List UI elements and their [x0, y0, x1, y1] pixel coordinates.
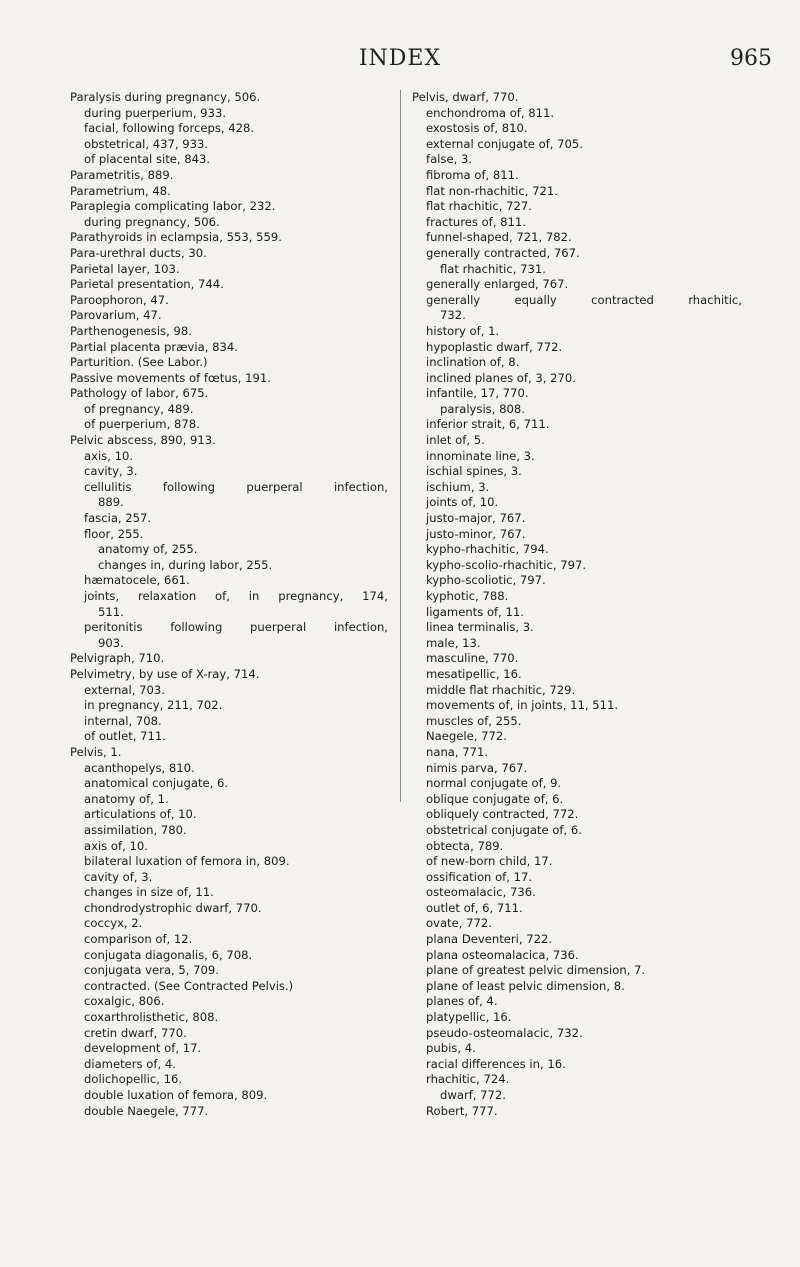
- index-entry: assimilation, 780.: [84, 822, 187, 837]
- index-entry: obstetrical, 437, 933.: [84, 136, 209, 151]
- index-entry: of puerperium, 878.: [84, 417, 200, 432]
- index-entry: plane of least pelvic dimension, 8.: [426, 978, 625, 993]
- index-entry: Pelvis, dwarf, 770.: [412, 90, 519, 104]
- index-entry: 903.: [98, 635, 124, 650]
- index-entry: kypho-scolio-rhachitic, 797.: [426, 557, 587, 572]
- index-entry: bilateral luxation of femora in, 809.: [84, 854, 290, 869]
- index-entry: axis of, 10.: [84, 838, 148, 853]
- index-entry: platypellic, 16.: [426, 1010, 512, 1025]
- index-entry: planes of, 4.: [426, 994, 498, 1009]
- index-entry: funnel-shaped, 721, 782.: [426, 230, 572, 245]
- index-entry: Parietal presentation, 744.: [70, 277, 224, 292]
- index-entry: outlet of, 6, 711.: [426, 900, 523, 915]
- index-entry: infantile, 17, 770.: [426, 386, 529, 401]
- index-entry: kypho-rhachitic, 794.: [426, 542, 549, 557]
- index-entry: paralysis, 808.: [440, 401, 525, 416]
- column-divider: [400, 90, 401, 802]
- index-entry: 511.: [98, 604, 124, 619]
- index-entry: Parthenogenesis, 98.: [70, 323, 192, 338]
- index-entry: Para-urethral ducts, 30.: [70, 245, 207, 260]
- index-entry: changes in, during labor, 255.: [98, 557, 273, 572]
- index-entry: obstetrical conjugate of, 6.: [426, 822, 582, 837]
- index-entry: Parametritis, 889.: [70, 167, 174, 182]
- index-entry: movements of, in joints, 11, 511.: [426, 698, 619, 713]
- index-entry: comparison of, 12.: [84, 932, 193, 947]
- index-entry: generally contracted, 767.: [426, 245, 580, 260]
- index-entry: dwarf, 772.: [440, 1088, 506, 1102]
- index-entry: fibroma of, 811.: [426, 167, 519, 182]
- index-entry: of outlet, 711.: [84, 729, 166, 744]
- index-entry: external, 703.: [84, 682, 165, 697]
- index-entry: anatomy of, 1.: [84, 791, 169, 806]
- index-entry: obtecta, 789.: [426, 838, 504, 853]
- index-entry: Pelvimetry, by use of X-ray, 714.: [70, 666, 260, 681]
- index-entry: chondrodystrophic dwarf, 770.: [84, 900, 262, 915]
- index-entry: Paralysis during pregnancy, 506.: [70, 90, 261, 104]
- index-entry: Parovarium, 47.: [70, 308, 162, 323]
- index-entry: Parturition. (See Labor.): [70, 355, 208, 370]
- index-entry: inclination of, 8.: [426, 355, 520, 370]
- index-entry: exostosis of, 810.: [426, 121, 528, 136]
- index-entry: obliquely contracted, 772.: [426, 807, 579, 822]
- index-entry: fascia, 257.: [84, 511, 152, 526]
- index-entry: peritonitis following puerperal infection,: [84, 620, 388, 635]
- index-entry: Naegele, 772.: [426, 729, 507, 744]
- index-entry: Pelvis, 1.: [70, 744, 122, 759]
- index-entry: Paroophoron, 47.: [70, 292, 169, 307]
- index-entry: double Naegele, 777.: [84, 1103, 209, 1118]
- index-entry: articulations of, 10.: [84, 807, 197, 822]
- index-entry: justo-major, 767.: [426, 511, 526, 526]
- index-entry: internal, 708.: [84, 713, 162, 728]
- index-entry: development of, 17.: [84, 1041, 202, 1056]
- index-entry: joints, relaxation of, in pregnancy, 174,: [84, 589, 388, 603]
- index-entry: coccyx, 2.: [84, 916, 143, 931]
- index-entry: ischial spines, 3.: [426, 464, 522, 479]
- index-entry: Parathyroids in eclampsia, 553, 559.: [70, 230, 282, 245]
- page-title: INDEX: [358, 46, 442, 71]
- index-entry: kypho-scoliotic, 797.: [426, 573, 546, 588]
- index-entry: cretin dwarf, 770.: [84, 1025, 187, 1040]
- index-entry: floor, 255.: [84, 526, 144, 541]
- index-entry: inlet of, 5.: [426, 433, 485, 448]
- index-entry: male, 13.: [426, 635, 481, 650]
- index-entry: ossification of, 17.: [426, 869, 533, 884]
- index-entry: ischium, 3.: [426, 479, 490, 494]
- index-entry: contracted. (See Contracted Pelvis.): [84, 978, 294, 993]
- index-entry: enchondroma of, 811.: [426, 105, 555, 120]
- index-entry: history of, 1.: [426, 323, 500, 338]
- index-entry: flat non-rhachitic, 721.: [426, 183, 558, 198]
- index-entry: ligaments of, 11.: [426, 604, 524, 619]
- index-entry: in pregnancy, 211, 702.: [84, 698, 223, 713]
- index-entry: Robert, 777.: [426, 1103, 498, 1118]
- index-column-right: [412, 90, 742, 1119]
- index-entry: Parametrium, 48.: [70, 183, 171, 198]
- index-entry: conjugata vera, 5, 709.: [84, 963, 219, 978]
- index-entry: Parietal layer, 103.: [70, 261, 180, 276]
- index-entry: of new-born child, 17.: [426, 854, 553, 869]
- index-entry: coxalgic, 806.: [84, 994, 165, 1009]
- index-entry: cavity of, 3.: [84, 869, 153, 884]
- index-entry: 732.: [440, 308, 466, 323]
- index-entry: muscles of, 255.: [426, 713, 522, 728]
- index-entry: external conjugate of, 705.: [426, 136, 583, 151]
- index-entry: Passive movements of fœtus, 191.: [70, 370, 271, 385]
- index-entry: inclined planes of, 3, 270.: [426, 370, 576, 385]
- index-entry: joints of, 10.: [426, 495, 499, 510]
- index-entry: flat rhachitic, 727.: [426, 199, 532, 214]
- index-entry: Partial placenta prævia, 834.: [70, 339, 238, 354]
- index-entry: flat rhachitic, 731.: [440, 261, 546, 276]
- index-entry: Paraplegia complicating labor, 232.: [70, 199, 276, 214]
- index-entry: conjugata diagonalis, 6, 708.: [84, 947, 253, 962]
- index-entry: Pathology of labor, 675.: [70, 386, 209, 401]
- index-entry: axis, 10.: [84, 448, 134, 463]
- index-entry: diameters of, 4.: [84, 1056, 176, 1071]
- index-entry: racial differences in, 16.: [426, 1056, 566, 1071]
- index-entry: plana osteomalacica, 736.: [426, 947, 579, 962]
- index-entry: nana, 771.: [426, 744, 489, 759]
- index-entry: mesatipellic, 16.: [426, 666, 522, 681]
- index-entry: generally enlarged, 767.: [426, 277, 569, 292]
- index-entry: 889.: [98, 495, 124, 510]
- index-column-left: [70, 90, 388, 1119]
- index-entry: normal conjugate of, 9.: [426, 776, 562, 791]
- index-entry: Pelvigraph, 710.: [70, 651, 165, 666]
- page-number: 965: [730, 46, 772, 71]
- index-entry: pseudo-osteomalacic, 732.: [426, 1025, 583, 1040]
- index-entry: fractures of, 811.: [426, 214, 526, 229]
- index-entry: inferior strait, 6, 711.: [426, 417, 550, 432]
- index-entry: cavity, 3.: [84, 464, 138, 479]
- index-entry: acanthopelys, 810.: [84, 760, 195, 775]
- index-entry: linea terminalis, 3.: [426, 620, 534, 635]
- index-entry: coxarthrolisthetic, 808.: [84, 1010, 219, 1025]
- index-entry: generally equally contracted rhachitic,: [426, 292, 742, 307]
- index-entry: middle flat rhachitic, 729.: [426, 682, 576, 697]
- index-entry: masculine, 770.: [426, 651, 519, 666]
- index-entry: nimis parva, 767.: [426, 760, 528, 775]
- index-entry: hæmatocele, 661.: [84, 573, 190, 588]
- index-entry: innominate line, 3.: [426, 448, 535, 463]
- index-entry: changes in size of, 11.: [84, 885, 214, 900]
- index-entry: of pregnancy, 489.: [84, 401, 194, 416]
- index-entry: Pelvic abscess, 890, 913.: [70, 433, 216, 448]
- index-entry: hypoplastic dwarf, 772.: [426, 339, 563, 354]
- index-entry: dolichopellic, 16.: [84, 1072, 183, 1087]
- index-entry: plana Deventeri, 722.: [426, 932, 553, 947]
- index-entry: osteomalacic, 736.: [426, 885, 536, 900]
- index-entry: during puerperium, 933.: [84, 105, 227, 120]
- index-entry: kyphotic, 788.: [426, 589, 509, 603]
- index-entry: double luxation of femora, 809.: [84, 1088, 268, 1102]
- index-entry: ovate, 772.: [426, 916, 492, 931]
- index-entry: false, 3.: [426, 152, 473, 167]
- index-entry: anatomical conjugate, 6.: [84, 776, 229, 791]
- index-entry: during pregnancy, 506.: [84, 214, 220, 229]
- index-entry: justo-minor, 767.: [426, 526, 526, 541]
- index-entry: plane of greatest pelvic dimension, 7.: [426, 963, 646, 978]
- index-entry: anatomy of, 255.: [98, 542, 198, 557]
- index-entry: oblique conjugate of, 6.: [426, 791, 564, 806]
- index-entry: facial, following forceps, 428.: [84, 121, 255, 136]
- index-entry: cellulitis following puerperal infection,: [84, 479, 388, 494]
- index-entry: of placental site, 843.: [84, 152, 211, 167]
- index-entry: pubis, 4.: [426, 1041, 476, 1056]
- index-entry: rhachitic, 724.: [426, 1072, 510, 1087]
